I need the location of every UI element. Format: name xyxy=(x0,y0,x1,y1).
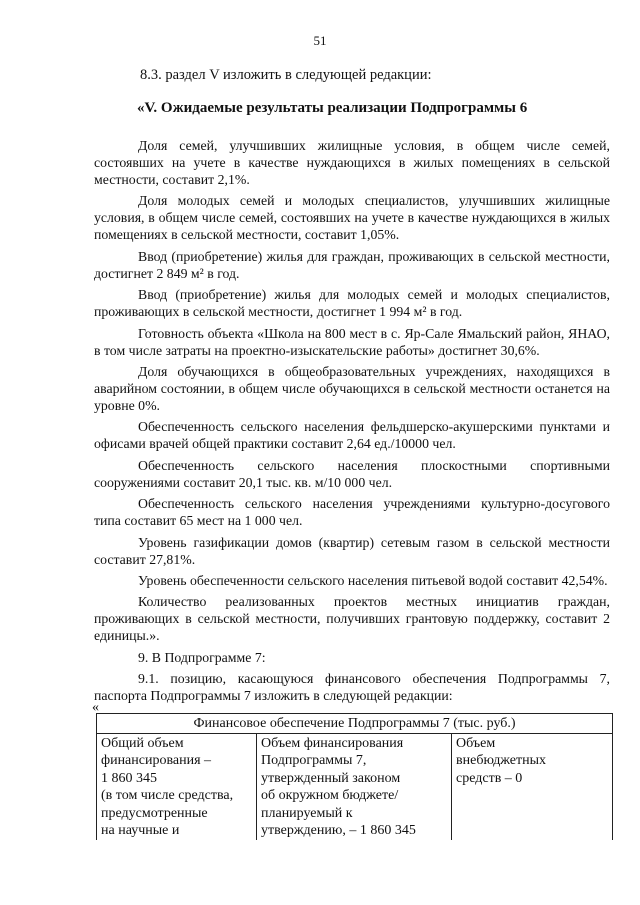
section-heading: «V. Ожидаемые результаты реализации Подпрограммы 6 xyxy=(137,100,528,116)
paragraph: Обеспеченность сельского населения фельдшерско-акушерскими пунктами и офисами врачей общей практики составит 2,64 ед./10000 чел. xyxy=(94,419,610,452)
cell-line: предусмотренные xyxy=(101,805,208,821)
cell-line: средств – 0 xyxy=(456,770,523,786)
paragraph: Доля семей, улучшивших жилищные условия, в общем числе семей, состоявших на учете в качестве нуждающихся в жилых помещениях в сельской местности, составит 2,1%. xyxy=(94,138,610,187)
cell-line: на научные и xyxy=(101,823,180,838)
cell-line: Общий объем xyxy=(101,735,184,751)
table-header: Финансовое обеспечение Подпрограммы 7 (тыс. руб.) xyxy=(97,714,613,734)
paragraph: Уровень газификации домов (квартир) сетевым газом в сельской местности составит 27,81%. xyxy=(94,534,610,567)
paragraph: Уровень обеспеченности сельского населения питьевой водой составит 42,54%. xyxy=(138,572,608,588)
cell-line: Подпрограммы 7, xyxy=(261,753,367,768)
page-number: 51 xyxy=(313,33,327,48)
cell-line: (в том числе средства, xyxy=(101,788,234,803)
paragraph: Готовность объекта «Школа на 800 мест в с. Яр-Сале Ямальский район, ЯНАО, в том числе затраты на проектно-изыскательские работы» достигнет 30,6%. xyxy=(94,325,610,358)
cell-line: финансирования – xyxy=(101,753,212,768)
financing-table xyxy=(96,713,613,840)
cell-line: 1 860 345 xyxy=(101,770,157,786)
quote-mark: « xyxy=(92,700,99,715)
paragraph: Ввод (приобретение) жилья для граждан, проживающих в сельской местности, достигнет 2 849 м² в год. xyxy=(94,248,610,281)
paragraph: Обеспеченность сельского населения плоскостными спортивными сооружениями составит 20,1 тыс. кв. м/10 000 чел. xyxy=(94,457,610,490)
cell-line: Объем xyxy=(456,735,496,751)
paragraph: 9. В Подпрограмме 7: xyxy=(138,649,266,665)
cell-line: Объем финансирования xyxy=(261,735,404,751)
total-volume-cell xyxy=(97,733,257,840)
cell-line: об окружном бюджете/ xyxy=(261,788,399,803)
cell-line: утвержденный законом xyxy=(261,770,401,786)
cell-line: планируемый к xyxy=(261,805,353,821)
cell-line: утверждению, – 1 860 345 xyxy=(261,823,416,838)
paragraph: Ввод (приобретение) жилья для молодых семей и молодых специалистов, проживающих в сельской местности, достигнет 1 994 м² в год. xyxy=(94,287,610,320)
extrabudgetary-cell xyxy=(452,733,613,840)
body-text xyxy=(94,137,610,708)
paragraph: Доля обучающихся в общеобразовательных учреждениях, находящихся в аварийном состоянии, в общем числе обучающихся в сельской местности останется на уровне 0%. xyxy=(94,363,610,413)
cell-line: внебюджетных xyxy=(456,753,547,768)
paragraph: Обеспеченность сельского населения учреждениями культурно-досугового типа составит 65 мест на 1 000 чел. xyxy=(94,496,610,529)
paragraph: 9.1. позицию, касающуюся финансового обеспечения Подпрограммы 7, паспорта Подпрограммы 7 изложить в следующей редакции: xyxy=(94,671,610,704)
budget-volume-cell xyxy=(257,733,452,840)
intro-line: 8.3. раздел V изложить в следующей редакции: xyxy=(140,67,432,83)
paragraph: Количество реализованных проектов местных инициатив граждан, проживающих в сельской местности, получивших грантовую поддержку, составит 2 единицы.». xyxy=(94,594,610,644)
paragraph: Доля молодых семей и молодых специалистов, улучшивших жилищные условия, в общем числе семей, состоявших на учете в качестве нуждающихся в жилых помещениях в сельской местности, составит 1,05%. xyxy=(94,193,610,243)
